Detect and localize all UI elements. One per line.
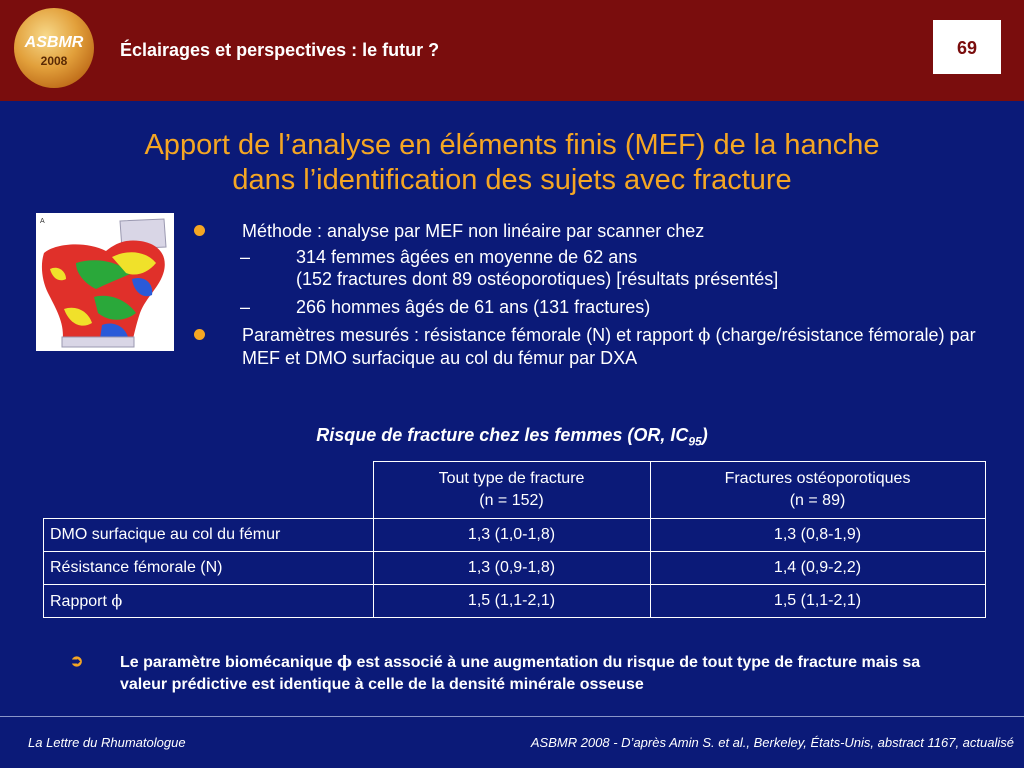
sub-bullet-men-text: 266 hommes âgés de 61 ans (131 fractures) bbox=[296, 297, 651, 317]
table-header-row bbox=[44, 462, 986, 519]
femur-heatmap-illustration bbox=[36, 213, 174, 351]
sub-bullet-women-line2: (152 fractures dont 89 ostéoporotiques) [résultats présentés] bbox=[296, 269, 779, 289]
bullet-parameters-text-post: (charge/résistance fémorale) par MEF et DMO surfacique au col du fémur par DXA bbox=[242, 325, 976, 368]
footer-divider bbox=[0, 716, 1024, 717]
table-title bbox=[0, 425, 1024, 449]
table-cell: 1,5 (1,1-2,1) bbox=[373, 585, 650, 618]
footer-source: ASBMR 2008 - D’après Amin S. et al., Berkeley, États-Unis, abstract 1167, actualisé bbox=[530, 735, 1014, 750]
header-title: Éclairages et perspectives : le futur ? bbox=[120, 40, 440, 60]
phi-symbol: ϕ bbox=[336, 652, 353, 671]
row-label-text: Rapport bbox=[50, 593, 112, 610]
column-header-all-fractures-line1: Tout type de fracture bbox=[438, 470, 585, 487]
column-header-all-fractures bbox=[373, 462, 650, 519]
bullet-list bbox=[190, 220, 1000, 373]
column-header-osteoporotic-line2: (n = 89) bbox=[789, 492, 846, 509]
slide-title-line1: Apport de l’analyse en éléments finis (MEF) de la hanche bbox=[144, 129, 880, 161]
table-row bbox=[44, 519, 986, 552]
bullet-dot-icon bbox=[194, 225, 205, 236]
femur-fem-image bbox=[36, 213, 174, 351]
conclusion bbox=[70, 651, 970, 696]
column-header-osteoporotic-line1: Fractures ostéoporotiques bbox=[724, 470, 911, 487]
column-header-all-fractures-line2: (n = 152) bbox=[479, 492, 544, 509]
table-title-text: Risque de fracture chez les femmes (OR, IC bbox=[316, 425, 689, 445]
image-label: A bbox=[40, 218, 45, 225]
dash-icon: – bbox=[240, 247, 251, 267]
row-label: DMO surfacique au col du fémur bbox=[44, 519, 374, 552]
header-bar bbox=[0, 0, 1024, 101]
table-title-subscript: 95 bbox=[688, 434, 702, 449]
bullet-dot-icon bbox=[194, 329, 205, 340]
conclusion-text-pre: Le paramètre biomécanique bbox=[120, 654, 337, 671]
conclusion-text bbox=[70, 651, 970, 696]
table-cell: 1,5 (1,1-2,1) bbox=[650, 585, 985, 618]
column-header-osteoporotic bbox=[650, 462, 985, 519]
table-cell: 1,3 (0,9-1,8) bbox=[373, 552, 650, 585]
logo-text: ASBMR bbox=[24, 34, 84, 51]
footer-journal: La Lettre du Rhumatologue bbox=[28, 735, 186, 750]
table-title-close: ) bbox=[701, 425, 708, 445]
conclusion-text-post: est associé à une augmentation du risque de tout type de fracture mais sa valeur prédictive est identique à celle de la densité minérale osseuse bbox=[120, 654, 921, 693]
table-cell: 1,3 (0,8-1,9) bbox=[650, 519, 985, 552]
bullet-method-text: Méthode : analyse par MEF non linéaire par scanner chez bbox=[242, 221, 705, 241]
table-row bbox=[44, 585, 986, 618]
bullet-parameters-text-pre: Paramètres mesurés : résistance fémorale (N) et rapport bbox=[242, 325, 699, 345]
bullet-method bbox=[190, 220, 1000, 242]
sub-bullet-men bbox=[190, 296, 1000, 318]
bullet-parameters bbox=[190, 324, 1000, 369]
sub-bullet-women bbox=[190, 246, 1000, 290]
logo-year: 2008 bbox=[40, 54, 68, 68]
page-number: 69 bbox=[931, 18, 1003, 76]
table-corner-cell bbox=[44, 462, 374, 519]
slide-title-line2: dans l’identification des sujets avec fracture bbox=[232, 164, 792, 196]
sub-bullet-women-line1: 314 femmes âgées en moyenne de 62 ans bbox=[296, 247, 638, 267]
arrow-icon: ➲ bbox=[70, 653, 84, 670]
row-label: Résistance fémorale (N) bbox=[44, 552, 374, 585]
table-row bbox=[44, 552, 986, 585]
table-cell: 1,3 (1,0-1,8) bbox=[373, 519, 650, 552]
dash-icon: – bbox=[240, 297, 251, 317]
slide-title bbox=[40, 128, 984, 198]
phi-symbol: ϕ bbox=[111, 591, 123, 610]
table-cell: 1,4 (0,9-2,2) bbox=[650, 552, 985, 585]
results-table bbox=[43, 461, 986, 618]
asbmr-logo bbox=[14, 8, 94, 88]
phi-symbol: ϕ bbox=[698, 325, 711, 346]
row-label bbox=[44, 585, 374, 618]
